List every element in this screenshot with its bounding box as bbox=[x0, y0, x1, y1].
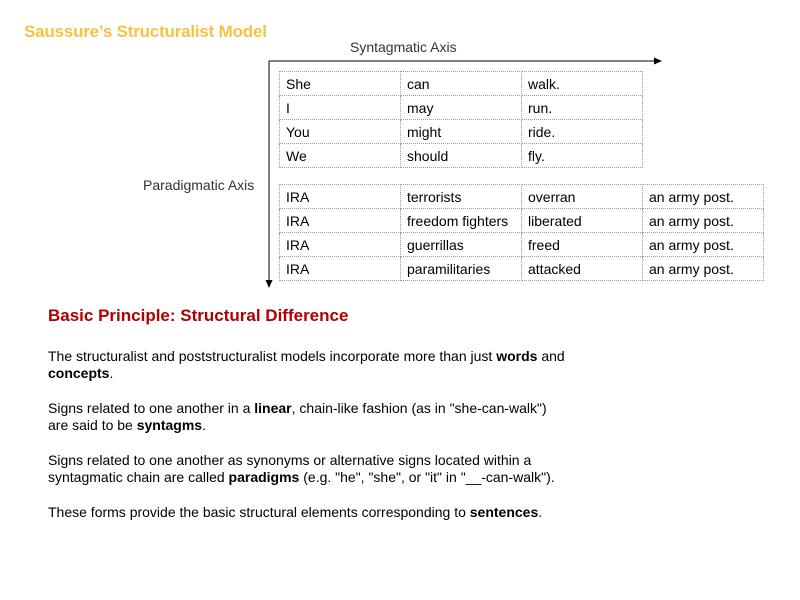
table-cell: We bbox=[280, 144, 401, 168]
table-row bbox=[280, 257, 764, 281]
table-cell: should bbox=[401, 144, 522, 168]
table-cell: She bbox=[280, 72, 401, 96]
paradigmatic-axis-label: Paradigmatic Axis bbox=[143, 177, 255, 193]
table-cell: ride. bbox=[522, 120, 643, 144]
table-cell: You bbox=[280, 120, 401, 144]
table-cell: walk. bbox=[522, 72, 643, 96]
table-cell: IRA bbox=[280, 233, 401, 257]
paragraph-sentences bbox=[48, 504, 568, 521]
paradigmatic-axis-arrowhead bbox=[266, 280, 273, 288]
table-cell: IRA bbox=[280, 257, 401, 281]
table-cell: attacked bbox=[522, 257, 643, 281]
text-span: The structuralist and poststructuralist models incorporate more than just bbox=[48, 348, 497, 364]
table-cell: paramilitaries bbox=[401, 257, 522, 281]
table-cell: guerrillas bbox=[401, 233, 522, 257]
principle-heading: Basic Principle: Structural Difference bbox=[48, 306, 349, 325]
text-span: , chain-like fashion (as in "she-can-walk") are said to be bbox=[48, 400, 547, 433]
table-cell: freed bbox=[522, 233, 643, 257]
table-cell: an army post. bbox=[643, 185, 764, 209]
syntagm-table bbox=[279, 71, 643, 168]
table-row bbox=[280, 144, 643, 168]
table-cell: can bbox=[401, 72, 522, 96]
table-row bbox=[280, 233, 764, 257]
table-cell: liberated bbox=[522, 209, 643, 233]
table-row bbox=[280, 96, 643, 120]
text-span: (e.g. "he", "she", or "it" in "__-can-walk"). bbox=[299, 469, 555, 485]
table-cell: run. bbox=[522, 96, 643, 120]
bold-term: sentences bbox=[469, 504, 539, 520]
text-span: . bbox=[202, 417, 206, 433]
text-span: Signs related to one another in a bbox=[48, 400, 255, 416]
table-row bbox=[280, 120, 643, 144]
paragraph-syntagms bbox=[48, 400, 568, 434]
table-cell: overran bbox=[522, 185, 643, 209]
paragraph-words-concepts bbox=[48, 348, 568, 382]
table-cell: freedom fighters bbox=[401, 209, 522, 233]
text-span: These forms provide the basic structural elements corresponding to bbox=[48, 504, 470, 520]
table-row bbox=[280, 185, 764, 209]
bold-term: concepts bbox=[48, 365, 110, 381]
table-cell: an army post. bbox=[643, 209, 764, 233]
table-cell: may bbox=[401, 96, 522, 120]
table-cell: an army post. bbox=[643, 233, 764, 257]
bold-term: words bbox=[496, 348, 538, 364]
bold-term: syntagms bbox=[136, 417, 203, 433]
table-cell: might bbox=[401, 120, 522, 144]
paradigm-table bbox=[279, 184, 764, 281]
syntagmatic-axis-arrowhead bbox=[654, 58, 662, 65]
table-cell: an army post. bbox=[643, 257, 764, 281]
bold-term: paradigms bbox=[228, 469, 300, 485]
text-span: Signs related to one another as synonyms or alternative signs located within a syntagmatic chain are called bbox=[48, 452, 532, 485]
table-cell: I bbox=[280, 96, 401, 120]
table-row bbox=[280, 209, 764, 233]
text-span: . bbox=[109, 365, 114, 381]
principle-body bbox=[48, 348, 568, 539]
text-span: . bbox=[538, 504, 543, 520]
table-cell: terrorists bbox=[401, 185, 522, 209]
table-cell: fly. bbox=[522, 144, 643, 168]
table-cell: IRA bbox=[280, 185, 401, 209]
table-row bbox=[280, 72, 643, 96]
text-span: and bbox=[537, 348, 565, 364]
slide-title: Saussure’s Structuralist Model bbox=[24, 22, 267, 41]
paragraph-paradigms bbox=[48, 452, 568, 486]
bold-term: linear bbox=[254, 400, 292, 416]
table-cell: IRA bbox=[280, 209, 401, 233]
syntagmatic-axis-label: Syntagmatic Axis bbox=[350, 39, 457, 55]
